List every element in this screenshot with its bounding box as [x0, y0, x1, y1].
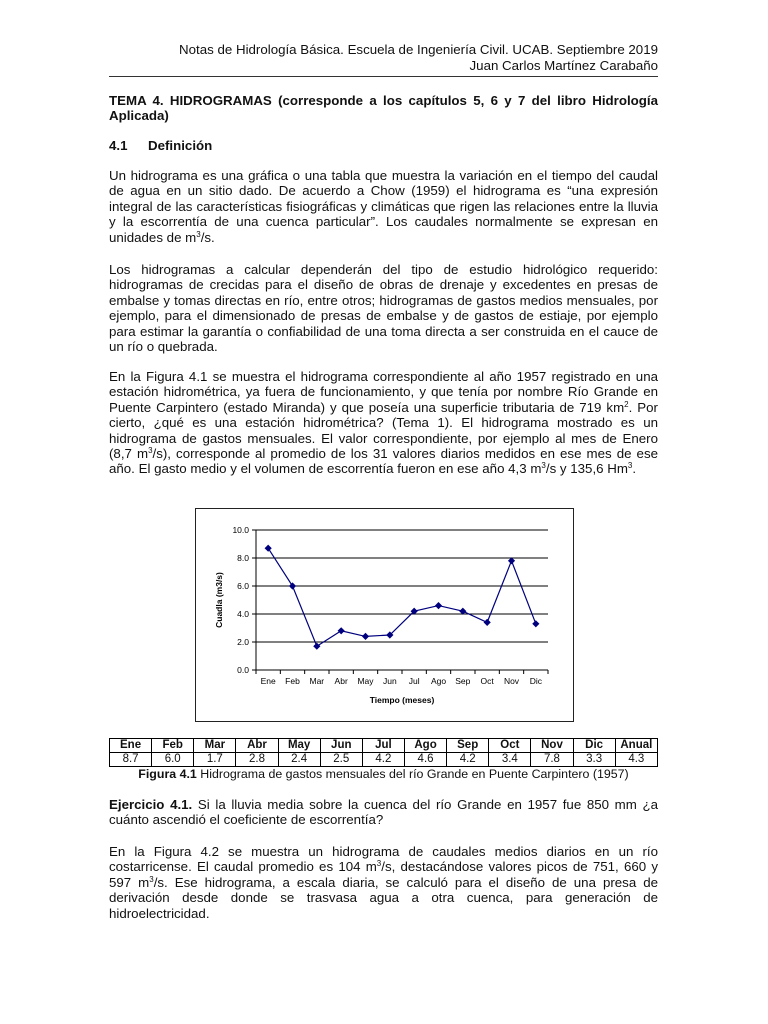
section-name: Definición: [148, 138, 213, 153]
page-header: [179, 42, 658, 74]
table-row: [110, 753, 658, 767]
data-point: [265, 545, 272, 552]
table-header-cell: Anual: [615, 739, 657, 753]
paragraph-definition: Un hidrograma es una gráfica o una tabla que muestra la variación en el tiempo del caudal de agua en un sitio dado. De acuerdo a Chow (1959) el hidrograma es “una expresión integral de las características fisiográficas y climáticas que rigen las relaciones entre la lluvia y la escorrentía de una cuenca particular”. Los caudales normalmente se expresan en unidades de $m^3/s$.: [109, 168, 658, 245]
paragraph-figure-description: En la Figura 4.1 se muestra el hidrograma correspondiente al año 1957 registrado en una estación hidrométrica, ya fuera de funcionamiento, y que tenía por nombre Río Grande en Puente Carpintero (estado Miranda) y que poseía una superficie tributaria de 719 $km^2$. Por cierto, ¿qué es una estación hidrométrica? (Tema 1). El hidrograma mostrado es un hidrograma de gastos mensuales. El valor correspondiente, por ejemplo al mes de Enero (8,7 $m^3/s$), corresponde al promedio de los 31 valores diarios medidos en ese mes de ese año. El gasto medio y el volumen de escorrentía fueron en ese año 4,3 $m^3/s$ y 135,6 Hm$^3$.: [109, 369, 658, 477]
table-cell: 4.2: [447, 753, 489, 767]
header-rule: [109, 76, 658, 77]
data-point: [532, 620, 539, 627]
data-point: [313, 643, 320, 650]
table-cell: 2.5: [320, 753, 362, 767]
x-tick-label: Dic: [529, 676, 542, 686]
table-header-cell: Ene: [110, 739, 152, 753]
y-tick-label: 8.0: [237, 553, 249, 563]
table-cell: 4.3: [615, 753, 657, 767]
table-cell: 4.2: [362, 753, 404, 767]
section-heading: [109, 138, 658, 153]
header-line-2: Juan Carlos Martínez Carabaño: [469, 58, 658, 73]
data-point: [435, 602, 442, 609]
x-tick-label: Nov: [503, 676, 520, 686]
y-tick-label: 2.0: [237, 637, 249, 647]
table-cell: 1.7: [194, 753, 236, 767]
y-tick-label: 0.0: [237, 665, 249, 675]
table-cell: 8.7: [110, 753, 152, 767]
data-point: [362, 633, 369, 640]
table-cell: 7.8: [531, 753, 573, 767]
paragraph-hydrograph-types: Los hidrogramas a calcular dependerán del tipo de estudio hidrológico requerido: hidrogramas de crecidas para el diseño de obras de drenaje y excedentes en presas de embalse y tomas directas en río, entre otros; hidrogramas de gastos medios mensuales, por ejemplo, para el dimensionado de presas de embalse y de gastos de estiaje, por ejemplo para estimar la garantía o confiabilidad de una toma directa a ser construida en el cauce de un río o quebrada.: [109, 262, 658, 355]
table-header-cell: Oct: [489, 739, 531, 753]
table-header-cell: Jul: [362, 739, 404, 753]
monthly-flow-table: [109, 738, 658, 767]
data-point: [484, 619, 491, 626]
x-tick-label: Ene: [260, 676, 276, 686]
x-axis-title: Tiempo (meses): [369, 695, 435, 705]
x-tick-label: Oct: [480, 676, 494, 686]
section-number: 4.1: [109, 138, 128, 153]
exercise-paragraph: [109, 797, 658, 828]
table-header-row: [110, 739, 658, 753]
table-cell: 4.6: [404, 753, 446, 767]
x-tick-label: Jul: [408, 676, 420, 686]
x-tick-label: Abr: [334, 676, 348, 686]
table-header-cell: Dic: [573, 739, 615, 753]
hydrograph-svg: [196, 509, 573, 721]
header-line-1: Notas de Hidrología Básica. Escuela de Ingeniería Civil. UCAB. Septiembre 2019: [179, 42, 658, 57]
x-tick-label: May: [357, 676, 374, 686]
x-tick-label: Sep: [455, 676, 471, 686]
table-header-cell: Feb: [152, 739, 194, 753]
table-cell: 2.4: [278, 753, 320, 767]
figure-caption-text: Hidrograma de gastos mensuales del río Grande en Puente Carpintero (1957): [196, 767, 629, 781]
y-tick-label: 10.0: [232, 525, 249, 535]
y-tick-label: 6.0: [237, 581, 249, 591]
y-axis-title: Cuadla (m3/s): [214, 572, 224, 628]
table-cell: 3.4: [489, 753, 531, 767]
table-header-cell: May: [278, 739, 320, 753]
x-tick-label: Jun: [382, 676, 397, 686]
data-point: [338, 627, 345, 634]
table-cell: 3.3: [573, 753, 615, 767]
table-cell: 6.0: [152, 753, 194, 767]
table-header-cell: Ago: [404, 739, 446, 753]
series-line: [268, 548, 536, 646]
exercise-text: Si la lluvia media sobre la cuenca del río Grande en 1957 fue 850 mm ¿a cuánto ascendió el coeficiente de escorrentía?: [109, 797, 658, 828]
paragraph-figure-4-2: En la Figura 4.2 se muestra un hidrograma de caudales medios diarios en un río costarricense. El caudal promedio es 104 $m^3/s$, destacándose valores picos de 751, 660 y 597 $m^3/s$. Ese hidrograma, a escala diaria, se calculó para el diseño de una presa de derivación desde donde se trasvasa agua a otra cuenca, para generación de hidroelectricidad.: [109, 844, 658, 921]
x-tick-label: Ago: [430, 676, 447, 686]
table-header-cell: Jun: [320, 739, 362, 753]
table-header-cell: Mar: [194, 739, 236, 753]
hydrograph-chart: [195, 508, 574, 722]
figure-caption: [109, 767, 658, 782]
table-cell: 2.8: [236, 753, 278, 767]
table-header-cell: Sep: [447, 739, 489, 753]
figure-label: Figura 4.1: [138, 767, 197, 781]
chapter-title: TEMA 4. HIDROGRAMAS (corresponde a los capítulos 5, 6 y 7 del libro Hidrología Aplicada): [109, 93, 658, 124]
y-tick-label: 4.0: [237, 609, 249, 619]
data-point: [289, 582, 296, 589]
x-tick-label: Feb: [285, 676, 300, 686]
x-tick-label: Mar: [309, 676, 325, 686]
table-header-cell: Nov: [531, 739, 573, 753]
table-header-cell: Abr: [236, 739, 278, 753]
exercise-label: Ejercicio 4.1.: [109, 797, 193, 812]
